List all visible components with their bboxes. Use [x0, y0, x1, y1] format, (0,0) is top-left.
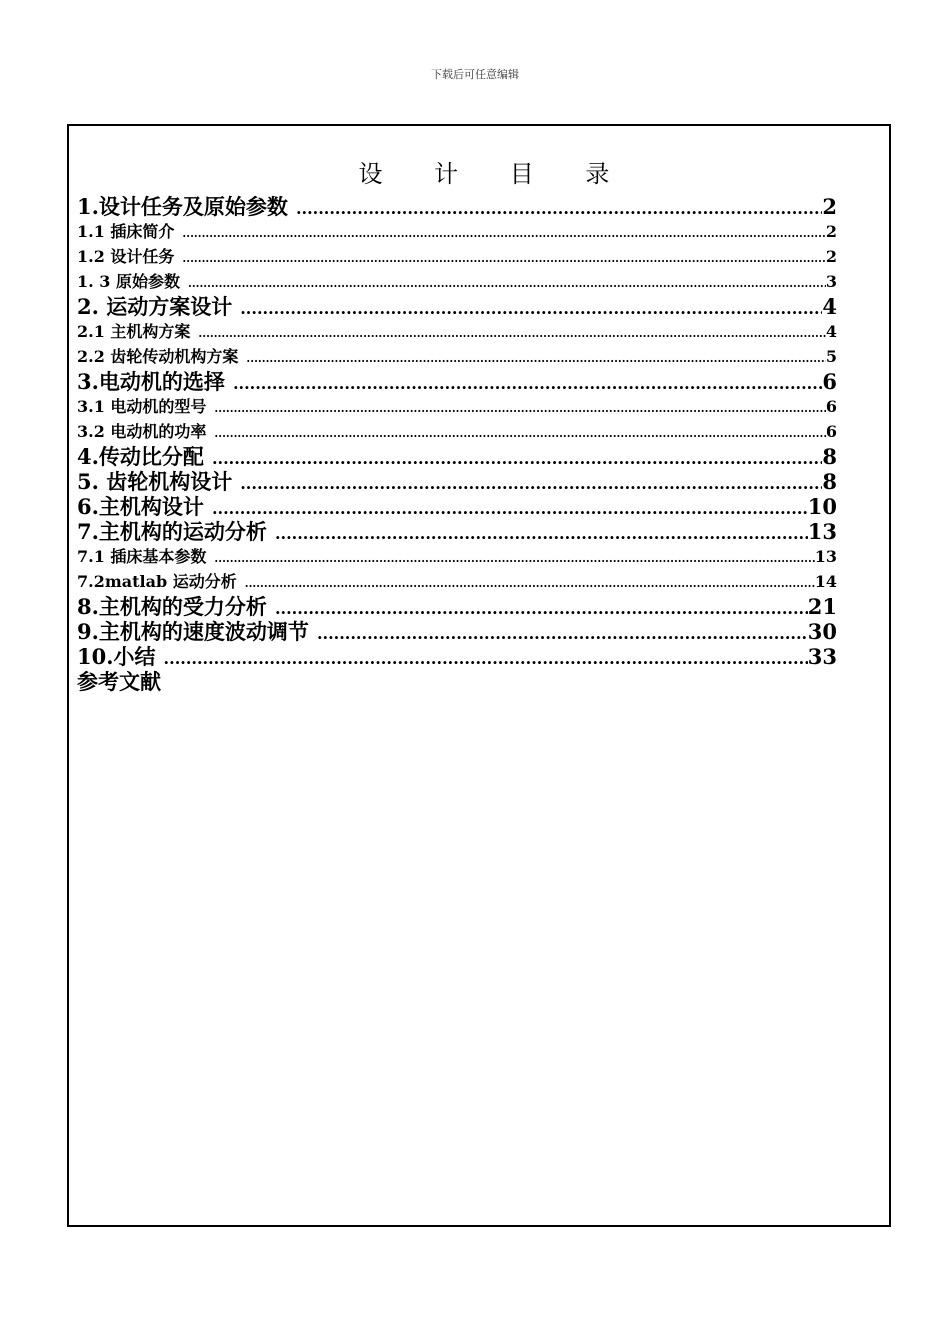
toc-leader-dots — [188, 271, 826, 296]
toc-entry-page: 14 — [814, 572, 837, 591]
toc-leader-dots — [245, 571, 815, 596]
toc-entry-label: 9.主机构的速度波动调节 — [77, 619, 309, 644]
toc-entry-label: 7.主机构的运动分析 — [77, 519, 267, 544]
toc-entry-page: 10 — [807, 494, 837, 519]
toc-entry[interactable] — [77, 194, 837, 219]
toc-leader-dots — [240, 471, 822, 496]
toc-entry-page: 2 — [825, 247, 837, 266]
toc-entry[interactable] — [77, 394, 837, 419]
toc-entry-label: 1.设计任务及原始参数 — [77, 194, 288, 219]
toc-entry[interactable] — [77, 594, 837, 619]
toc-entry-page: 8 — [822, 444, 837, 469]
toc-entry[interactable] — [77, 319, 837, 344]
toc-leader-dots — [275, 521, 808, 546]
toc-entry-page: 4 — [822, 294, 837, 319]
toc-entry-label: 1.1 插床简介 — [77, 222, 175, 241]
toc-entry-page: 6 — [825, 422, 837, 441]
toc-entry[interactable] — [77, 644, 837, 669]
toc-entry-page: 21 — [807, 594, 837, 619]
toc-entry-page: 13 — [807, 519, 837, 544]
toc-entry-label: 1. 3 原始参数 — [77, 272, 180, 291]
toc-entry[interactable] — [77, 344, 837, 369]
toc-entry-page: 33 — [807, 644, 837, 669]
toc-entry[interactable] — [77, 669, 837, 694]
toc-entry-label: 2. 运动方案设计 — [77, 294, 233, 319]
toc-entry[interactable] — [77, 219, 837, 244]
toc-leader-dots — [214, 421, 825, 446]
page-header-note: 下载后可任意编辑 — [431, 68, 519, 81]
toc-entry-page: 6 — [822, 369, 837, 394]
toc-entry[interactable] — [77, 294, 837, 319]
toc-entry-label: 4.传动比分配 — [77, 444, 204, 469]
toc-leader-dots — [182, 221, 825, 246]
toc-entry-label: 3.1 电动机的型号 — [77, 397, 207, 416]
toc-entry-label: 10.小结 — [77, 644, 156, 669]
toc-leader-dots — [212, 496, 808, 521]
toc-entry-page: 3 — [825, 272, 837, 291]
toc-leader-dots — [275, 596, 808, 621]
toc-entry-page: 13 — [814, 547, 837, 566]
table-of-contents — [77, 194, 837, 694]
toc-entry-page: 2 — [825, 222, 837, 241]
toc-entry[interactable] — [77, 544, 837, 569]
toc-entry[interactable] — [77, 569, 837, 594]
toc-entry[interactable] — [77, 419, 837, 444]
toc-leader-dots — [198, 321, 825, 346]
toc-entry-label: 6.主机构设计 — [77, 494, 204, 519]
toc-leader-dots — [246, 346, 825, 371]
toc-entry[interactable] — [77, 444, 837, 469]
toc-leader-dots — [182, 246, 825, 271]
toc-leader-dots — [240, 296, 822, 321]
toc-entry[interactable] — [77, 369, 837, 394]
toc-entry[interactable] — [77, 494, 837, 519]
toc-leader-dots — [214, 396, 825, 421]
toc-entry-page: 4 — [825, 322, 837, 341]
toc-leader-dots — [214, 546, 814, 571]
toc-entry-label: 7.1 插床基本参数 — [77, 547, 207, 566]
toc-entry-page: 8 — [822, 469, 837, 494]
toc-leader-dots — [233, 371, 822, 396]
toc-leader-dots — [317, 621, 808, 646]
toc-entry-page: 6 — [825, 397, 837, 416]
toc-entry[interactable] — [77, 619, 837, 644]
toc-entry-label: 5. 齿轮机构设计 — [77, 469, 233, 494]
toc-entry-label: 1.2 设计任务 — [77, 247, 175, 266]
toc-entry-label: 2.2 齿轮传动机构方案 — [77, 347, 239, 366]
toc-entry[interactable] — [77, 469, 837, 494]
toc-title: 设 计 目 录 — [358, 160, 632, 188]
toc-leader-dots — [296, 196, 822, 221]
toc-entry-label: 8.主机构的受力分析 — [77, 594, 267, 619]
toc-entry-label: 7.2matlab 运动分析 — [77, 572, 237, 591]
toc-entry-page: 30 — [807, 619, 837, 644]
toc-entry-label: 3.电动机的选择 — [77, 369, 225, 394]
toc-entry[interactable] — [77, 519, 837, 544]
toc-leader-dots — [164, 646, 808, 671]
toc-entry-label: 参考文献 — [77, 669, 161, 694]
toc-leader-dots — [212, 446, 822, 471]
toc-entry[interactable] — [77, 244, 837, 269]
toc-entry-page: 5 — [825, 347, 837, 366]
toc-entry-label: 2.1 主机构方案 — [77, 322, 191, 341]
toc-entry[interactable] — [77, 269, 837, 294]
toc-entry-label: 3.2 电动机的功率 — [77, 422, 207, 441]
toc-entry-page: 2 — [822, 194, 837, 219]
